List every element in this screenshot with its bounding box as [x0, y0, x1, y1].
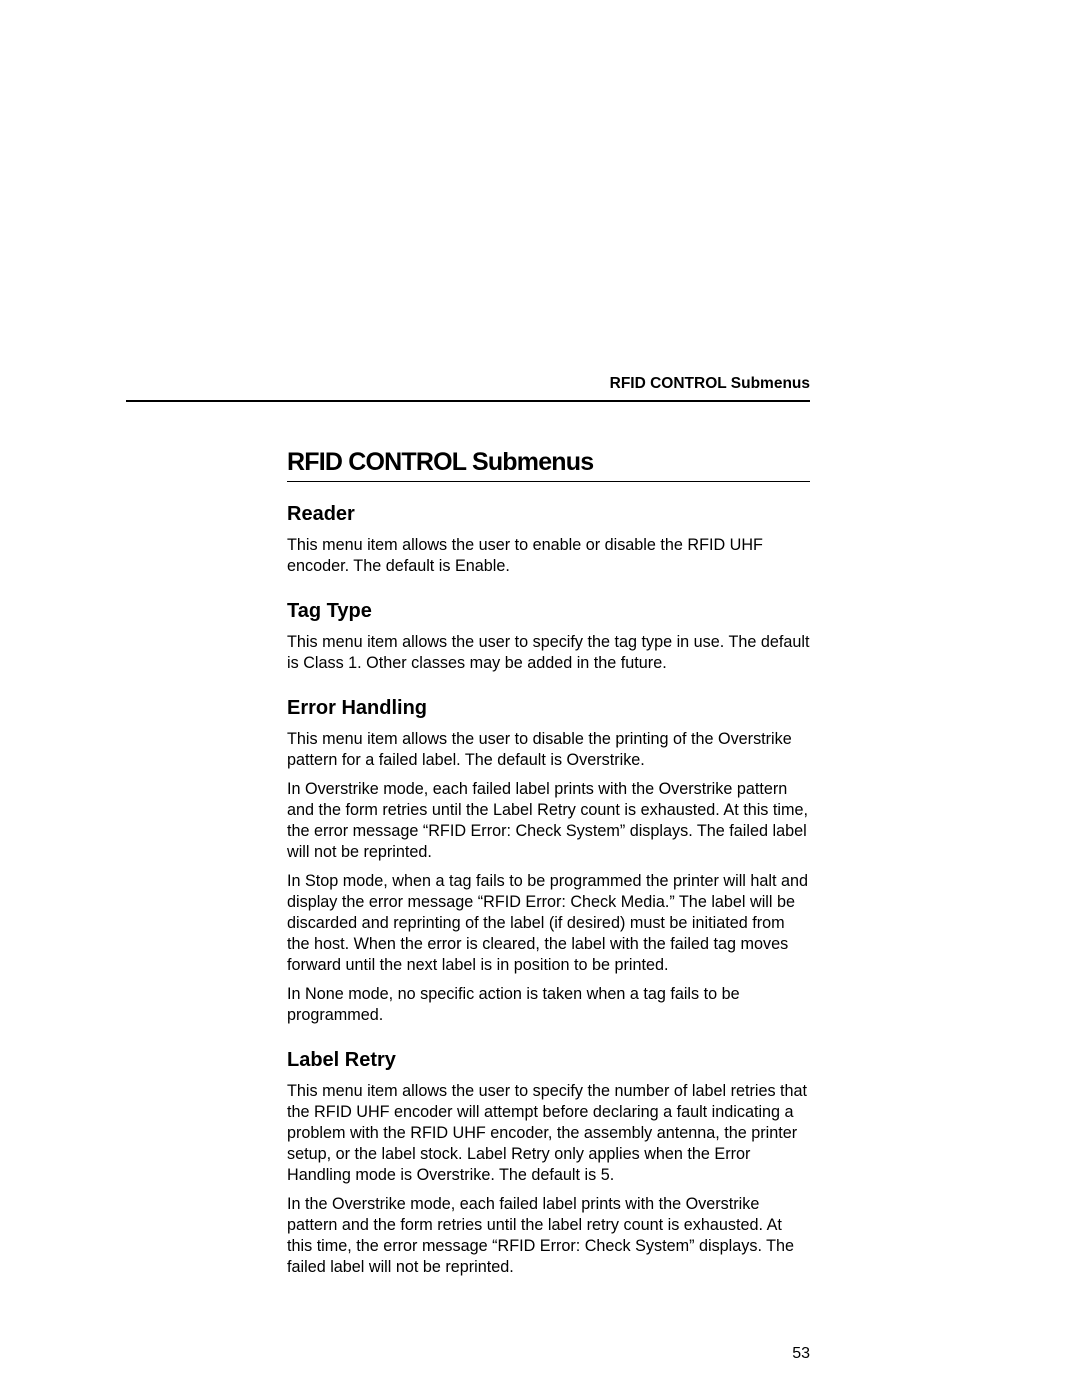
header-rule [126, 400, 810, 402]
section-label-retry [287, 1047, 810, 1278]
paragraph: In the Overstrike mode, each failed label prints with the Overstrike pattern and the form retries until the label retry count is exhausted. At this time, the error message “RFID Error: Check System” displays. The failed label will not be reprinted. [287, 1195, 795, 1276]
section-error-handling [287, 695, 810, 1026]
page-number: 53 [792, 1345, 810, 1362]
page-title: RFID CONTROL Submenus [287, 448, 594, 476]
paragraph: This menu item allows the user to specify the number of label retries that the RFID UHF encoder will attempt before declaring a fault indicating a problem with the RFID UHF encoder, the assembly antenna, the printer setup, or the label stock. Label Retry only applies when the Error Handling mode is Overstrike. The default is 5. [287, 1082, 808, 1184]
section-heading: Label Retry [287, 1049, 396, 1071]
section-heading: Reader [287, 503, 355, 525]
section-heading: Tag Type [287, 600, 372, 622]
paragraph: In Overstrike mode, each failed label prints with the Overstrike pattern and the form retries until the Label Retry count is exhausted. At this time, the error message “RFID Error: Check System” displays. The failed label will not be reprinted. [287, 780, 808, 861]
running-header: RFID CONTROL Submenus [609, 375, 810, 392]
title-rule [287, 481, 810, 482]
paragraph: In None mode, no specific action is taken when a tag fails to be programmed. [287, 985, 740, 1024]
paragraph: This menu item allows the user to disable the printing of the Overstrike pattern for a failed label. The default is Overstrike. [287, 730, 792, 769]
section-tag-type [287, 598, 810, 674]
paragraph: In Stop mode, when a tag fails to be programmed the printer will halt and display the error message “RFID Error: Check Media.” The label will be discarded and reprinting of the label (if desired) must be initiated from the host. When the error is cleared, the label with the failed tag moves forward until the next label is in position to be printed. [287, 872, 808, 974]
section-reader [287, 501, 810, 577]
paragraph: This menu item allows the user to enable or disable the RFID UHF encoder. The default is Enable. [287, 536, 763, 575]
page-content [287, 446, 810, 1278]
paragraph: This menu item allows the user to specify the tag type in use. The default is Class 1. Other classes may be added in the future. [287, 633, 810, 672]
section-heading: Error Handling [287, 697, 428, 719]
